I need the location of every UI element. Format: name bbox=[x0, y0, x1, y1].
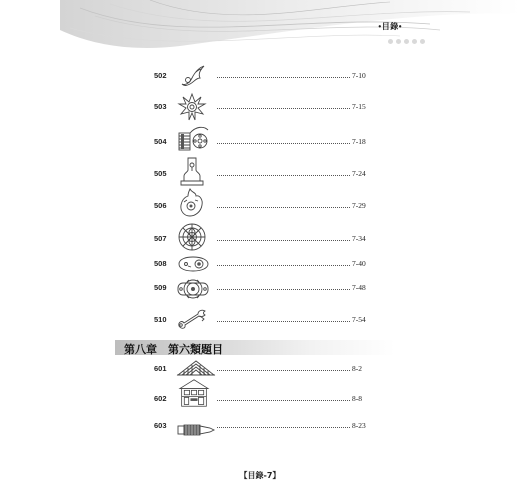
hook-fish-icon bbox=[176, 60, 210, 90]
coil-gear-icon bbox=[176, 126, 210, 156]
dot-leader bbox=[217, 321, 350, 322]
entry-number: 504 bbox=[154, 137, 167, 146]
dot-leader bbox=[217, 207, 350, 208]
toc-entry-510[interactable] bbox=[0, 308, 520, 336]
dot-leader bbox=[217, 370, 350, 371]
entry-page: 7-54 bbox=[352, 315, 366, 324]
chapter-heading-bar bbox=[115, 340, 395, 355]
footer-page-label: 【目錄-7】 bbox=[239, 471, 281, 480]
dot-leader bbox=[217, 265, 350, 266]
toc-entry-506[interactable] bbox=[0, 196, 520, 224]
sunflower-icon bbox=[176, 92, 210, 122]
entry-number: 601 bbox=[154, 364, 167, 373]
entry-page: 8-2 bbox=[352, 364, 362, 373]
entry-number: 502 bbox=[154, 71, 167, 80]
entry-page: 7-18 bbox=[352, 137, 366, 146]
dot-leader bbox=[217, 400, 350, 401]
entry-number: 603 bbox=[154, 421, 167, 430]
wrench-clip-icon bbox=[176, 304, 210, 334]
entry-number: 506 bbox=[154, 201, 167, 210]
header-dot-row bbox=[388, 39, 425, 44]
entry-number: 602 bbox=[154, 394, 167, 403]
entry-page: 7-34 bbox=[352, 234, 366, 243]
dot-leader bbox=[217, 143, 350, 144]
toc-entry-507[interactable] bbox=[0, 229, 520, 257]
entry-number: 508 bbox=[154, 259, 167, 268]
lotus-ornament-icon bbox=[176, 222, 210, 252]
entry-page: 7-15 bbox=[352, 102, 366, 111]
dot-leader bbox=[217, 289, 350, 290]
dot-leader bbox=[217, 108, 350, 109]
header-section-label: •目錄• bbox=[378, 22, 402, 31]
bottle-stopper-icon bbox=[176, 156, 210, 186]
dot-leader bbox=[217, 175, 350, 176]
dot-leader bbox=[217, 77, 350, 78]
entry-page: 8-23 bbox=[352, 421, 366, 430]
chapter-title: 第八章 第六類題目 bbox=[124, 343, 223, 356]
toc-entry-504[interactable] bbox=[0, 130, 520, 158]
entry-number: 510 bbox=[154, 315, 167, 324]
entry-page: 7-48 bbox=[352, 283, 366, 292]
toc-entry-602[interactable] bbox=[0, 388, 520, 416]
entry-number: 503 bbox=[154, 102, 167, 111]
entry-page: 7-29 bbox=[352, 201, 366, 210]
header-swoosh-art bbox=[0, 0, 520, 62]
flame-bulb-icon bbox=[176, 188, 210, 218]
toc-entry-601[interactable] bbox=[0, 361, 520, 389]
wheel-bracket-icon bbox=[176, 275, 210, 305]
entry-page: 7-10 bbox=[352, 71, 366, 80]
entry-number: 505 bbox=[154, 169, 167, 178]
entry-page: 7-24 bbox=[352, 169, 366, 178]
dot-leader bbox=[217, 427, 350, 428]
toc-entry-505[interactable] bbox=[0, 164, 520, 192]
entry-number: 507 bbox=[154, 234, 167, 243]
toc-entry-509[interactable] bbox=[0, 280, 520, 308]
house-icon bbox=[176, 378, 212, 408]
screwdriver-icon bbox=[176, 415, 216, 445]
toc-entry-503[interactable] bbox=[0, 96, 520, 124]
dot-leader bbox=[217, 240, 350, 241]
toc-entry-603[interactable] bbox=[0, 418, 520, 446]
toc-entry-502[interactable] bbox=[0, 62, 520, 90]
entry-number: 509 bbox=[154, 283, 167, 292]
entry-page: 7-40 bbox=[352, 259, 366, 268]
entry-page: 8-8 bbox=[352, 394, 362, 403]
